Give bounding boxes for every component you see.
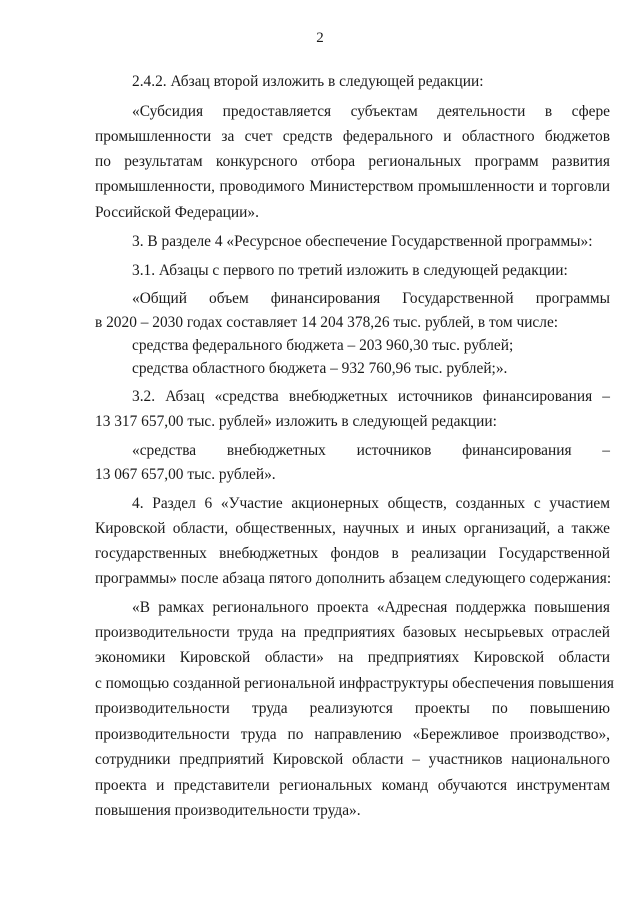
paragraph-line: 13 317 657,00 тыс. рублей» изложить в следующей редакции: <box>95 413 497 430</box>
paragraph-line: «Общий объем финансирования Государственной программы <box>132 290 610 307</box>
paragraph-line: повышения производительности труда». <box>95 802 361 819</box>
paragraph-line: государственных внебюджетных фондов в реализации Государственной <box>95 545 610 562</box>
paragraph-line: «Субсидия предоставляется субъектам деятельности в сфере <box>132 103 610 120</box>
paragraph-line: производительности труда на предприятиях базовых несырьевых отраслей <box>95 624 610 641</box>
paragraph-line: 3.1. Абзацы с первого по третий изложить в следующей редакции: <box>132 262 568 279</box>
paragraph-line: средства областного бюджета – 932 760,96 тыс. рублей;». <box>132 360 508 377</box>
paragraph-line: «В рамках регионального проекта «Адресная поддержка повышения <box>132 599 610 616</box>
paragraph-line: Кировской области, общественных, научных и иных организаций, а также <box>95 520 610 537</box>
page-number: 2 <box>316 30 324 46</box>
paragraph-line: Российской Федерации». <box>95 204 259 221</box>
paragraph-line: промышленности за счет средств федерального и областного бюджетов <box>95 128 610 145</box>
paragraph-line: средства федерального бюджета – 203 960,30 тыс. рублей; <box>132 337 514 354</box>
paragraph-line: проекта и представители региональных команд обучаются инструментам <box>95 777 610 794</box>
paragraph-line: «средства внебюджетных источников финансирования – <box>132 442 610 459</box>
paragraph-line: программы» после абзаца пятого дополнить абзацем следующего содержания: <box>95 570 612 587</box>
paragraph-line: 3. В разделе 4 «Ресурсное обеспечение Государственной программы»: <box>132 233 593 250</box>
paragraph-line: с помощью созданной региональной инфраструктуры обеспечения повышения <box>95 675 614 692</box>
paragraph-line: 13 067 657,00 тыс. рублей». <box>95 466 276 483</box>
paragraph-line: промышленности, проводимого Министерством промышленности и торговли <box>95 178 610 195</box>
paragraph-line: по результатам конкурсного отбора региональных программ развития <box>95 153 610 170</box>
paragraph-line: 3.2. Абзац «средства внебюджетных источников финансирования – <box>132 388 610 405</box>
paragraph-line: 2.4.2. Абзац второй изложить в следующей редакции: <box>132 73 484 90</box>
paragraph-line: в 2020 – 2030 годах составляет 14 204 378,26 тыс. рублей, в том числе: <box>95 314 559 331</box>
paragraph-line: сотрудники предприятий Кировской области – участников национального <box>95 751 610 768</box>
paragraph-line: экономики Кировской области» на предприятиях Кировской области <box>95 649 610 666</box>
paragraph-line: 4. Раздел 6 «Участие акционерных обществ, созданных с участием <box>132 495 610 512</box>
paragraph-line: производительности труда по направлению «Бережливое производство», <box>95 726 610 743</box>
paragraph-line: производительности труда реализуются проекты по повышению <box>95 700 610 717</box>
